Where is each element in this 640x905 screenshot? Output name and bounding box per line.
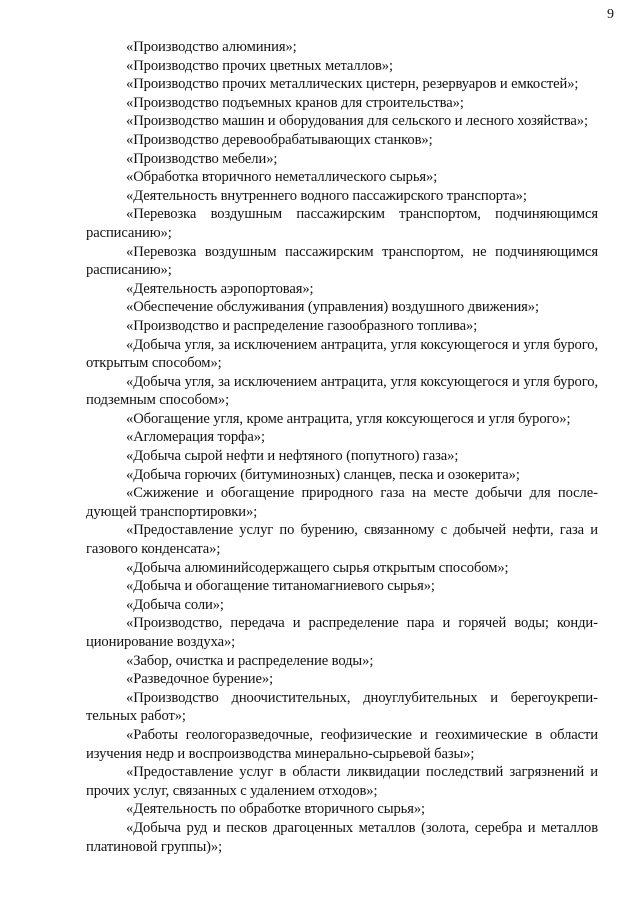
list-item: «Деятельность внутреннего водного пассажирского транспорта»; [126,187,527,204]
list-item: «Разведочное бурение»; [126,671,274,688]
list-item: «Агломерация торфа»; [126,429,265,446]
list-item: «Деятельность аэропортовая»; [126,280,314,297]
list-item: «Производство алюминия»; [126,39,297,55]
list-item: «Производство прочих металлических цистерн, резервуаров и емкостей»; [126,76,579,93]
list-item: «Добыча угля, за исключением антрацита, угля коксующегося и угля бурого, открытым способом»; [86,336,598,372]
list-item: «Обеспечение обслуживания (управления) воздушного движения»; [126,299,539,316]
page-number: 9 [607,7,614,22]
list-item: «Добыча сырой нефти и нефтяного (попутного) газа»; [126,448,459,465]
list-item: «Производство деревообрабатывающих станков»; [126,131,433,148]
list-item: «Производство машин и оборудования для сельского и лесного хозяйства»; [126,113,588,130]
list-item: «Обогащение угля, кроме антрацита, угля коксующегося и угля бурого»; [126,410,571,427]
list-item: «Перевозка воздушным пассажирским транспортом, подчиняющимся расписанию»; [86,206,598,241]
list-item: «Предоставление услуг по бурению, связанному с добычей нефти, газа и газового конденсата»; [86,522,598,558]
document-body [86,38,598,856]
list-item: «Производство мебели»; [126,150,278,167]
list-item: «Производство подъемных кранов для строительства»; [126,94,464,111]
list-item: «Производство, передача и распределение пара и горячей воды; кондиционирование воздуха»; [86,615,598,650]
list-item: «Производство и распределение газообразного топлива»; [126,317,478,334]
list-item: «Предоставление услуг в области ликвидации последствий загрязнений и прочих услуг, связанных с удалением отходов»; [86,764,598,799]
list-item: «Добыча горючих (битуминозных) сланцев, песка и озокерита»; [126,466,520,483]
list-item: «Работы геологоразведочные, геофизические и геохимические в области изучения недр и воспроизводства минерально-сырьевой базы»; [86,726,598,762]
list-item: «Перевозка воздушным пассажирским транспортом, не подчиняющимся расписанию»; [86,243,598,279]
list-item: «Добыча руд и песков драгоценных металлов (золота, серебра и металлов платиновой группы)»; [86,819,598,855]
list-item: «Производство дноочистительных, дноуглубительных и берегоукрепительных работ»; [86,689,598,725]
list-item: «Сжижение и обогащение природного газа на месте добычи для последующей транспортировки»; [86,485,598,520]
list-item: «Добыча угля, за исключением антрацита, угля коксующегося и угля бурого, подземным способом»; [86,373,598,409]
list-item: «Забор, очистка и распределение воды»; [126,652,374,669]
list-item: «Производство прочих цветных металлов»; [126,57,393,74]
list-item: «Обработка вторичного неметаллического сырья»; [126,169,438,186]
list-item: «Добыча и обогащение титаномагниевого сырья»; [126,578,435,595]
list-item: «Добыча алюминийсодержащего сырья открытым способом»; [126,559,509,576]
list-item: «Деятельность по обработке вторичного сырья»; [126,801,425,818]
list-item: «Добыча соли»; [126,596,224,613]
